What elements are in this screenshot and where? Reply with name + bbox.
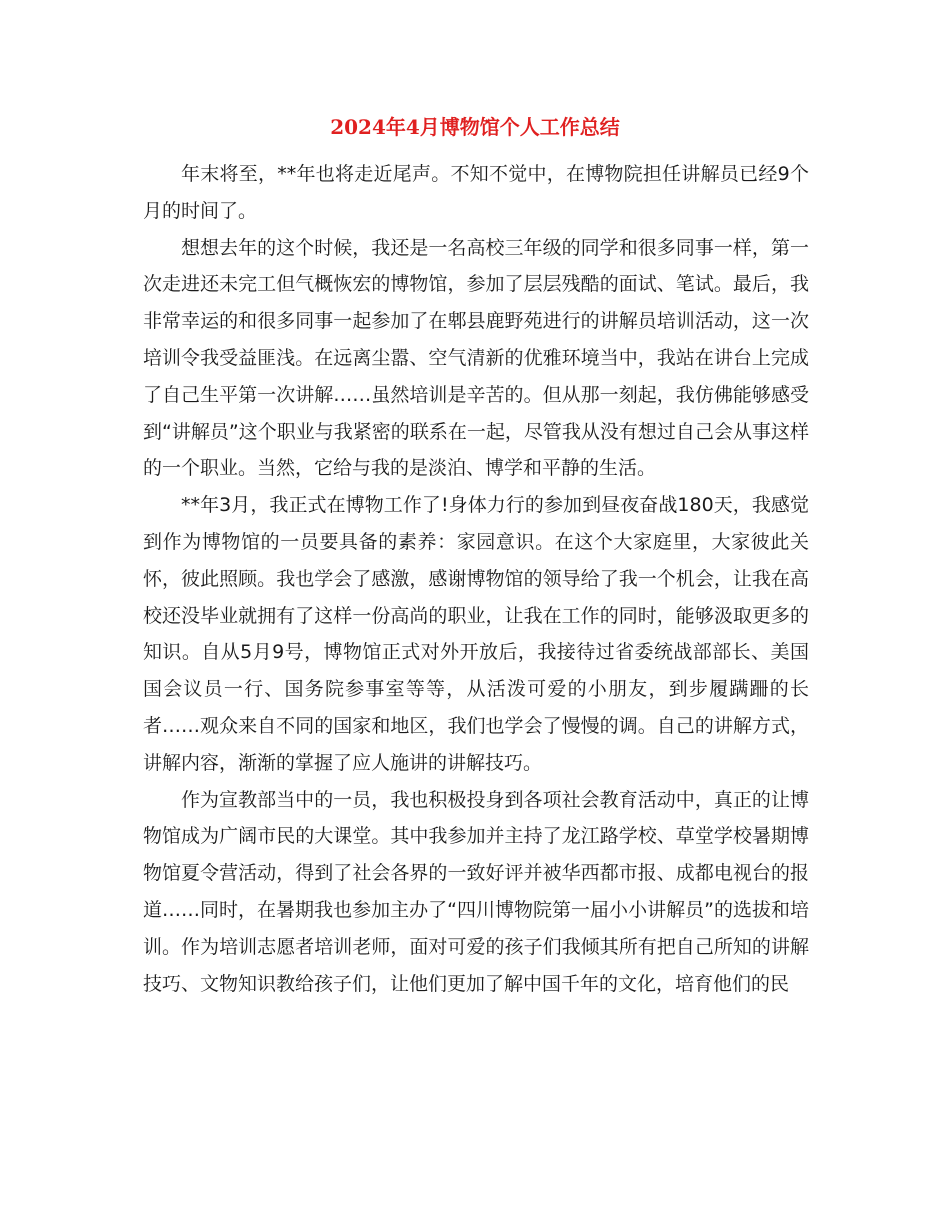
document-title: 2024年4月博物馆个人工作总结 [330, 115, 620, 139]
document-body [143, 156, 809, 1002]
paragraph-training: 想想去年的这个时候，我还是一名高校三年级的同学和很多同事一样，第一次走进还未完工但气概恢宏的博物馆，参加了层层残酷的面试、笔试。最后，我非常幸运的和很多同事一起参加了在郫县鹿野苑进行的讲解员培训活动，这一次培训令我受益匪浅。在远离尘嚣、空气清新的优雅环境当中，我站在讲台上完成了自己生平第一次讲解……虽然培训是辛苦的。但从那一刻起，我仿佛能够感受到“讲解员”这个职业与我紧密的联系在一起，尽管我从没有想过自己会从事这样的一个职业。当然，它给与我的是淡泊、博学和平静的生活。 [143, 236, 809, 480]
paragraph-work-start: **年3月，我正式在博物工作了!身体力行的参加到昼夜奋战180天，我感觉到作为博物馆的一员要具备的素养：家园意识。在这个大家庭里，大家彼此关怀，彼此照顾。我也学会了感激，感谢博物馆的领导给了我一个机会，让我在高校还没毕业就拥有了这样一份高尚的职业，让我在工作的同时，能够汲取更多的知识。自从5月9号，博物馆正式对外开放后，我接待过省委统战部部长、美国国会议员一行、国务院参事室等等，从活泼可爱的小朋友，到步履蹒跚的长者……观众来自不同的国家和地区，我们也学会了慢慢的调。自己的讲解方式，讲解内容，渐渐的掌握了应人施讲的讲解技巧。 [143, 494, 809, 774]
paragraph-intro: 年末将至，**年也将走近尾声。不知不觉中，在博物院担任讲解员已经9个月的时间了。 [143, 163, 809, 222]
paragraph-education-activities: 作为宣教部当中的一员，我也积极投身到各项社会教育活动中，真正的让博物馆成为广阔市民的大课堂。其中我参加并主持了龙江路学校、草堂学校暑期博物馆夏令营活动，得到了社会各界的一致好评并被华西都市报、成都电视台的报道……同时，在暑期我也参加主办了“四川博物院第一届小小讲解员”的选拔和培训。作为培训志愿者培训老师，面对可爱的孩子们我倾其所有把自己所知的讲解技巧、文物知识教给孩子们，让他们更加了解中国千年的文化，培育他们的民 [143, 788, 809, 995]
